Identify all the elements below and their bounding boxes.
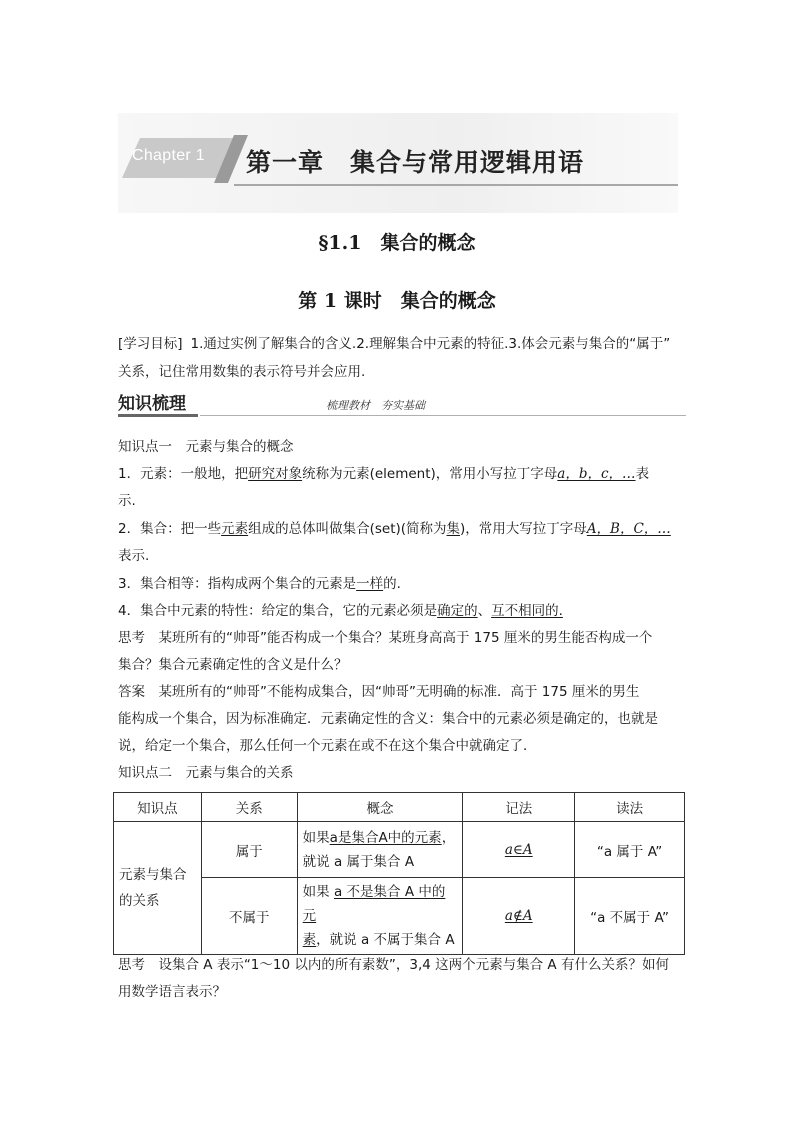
concept-blank: a 不是集合 A 中的元 xyxy=(302,884,446,924)
table-reading-cell: “a 属于 A” xyxy=(575,822,685,878)
table-reading-cell: “a 不属于 A” xyxy=(575,878,685,955)
think2-line-1: 思考 设集合 A 表示“1～10 以内的所有素数”，3,4 这两个元素与集合 A 有什么关系？如何 xyxy=(118,957,669,973)
item4-text-c: 、 xyxy=(477,603,492,619)
item3-blank-same: 一样 xyxy=(356,576,384,592)
item2-blank-element: 元素 xyxy=(221,521,249,537)
concept-text: 如果 xyxy=(302,829,330,846)
think1-line-2: 集合？集合元素确定性的含义是什么？ xyxy=(118,657,348,673)
table-concept-cell xyxy=(297,822,463,878)
objectives-text-1: 1.通过实例了解集合的含义.2.理解集合中元素的特征.3.体会元素与集合的“属于” xyxy=(190,336,671,352)
concept-text: ， xyxy=(441,829,456,846)
notation-blank: a∉A xyxy=(504,908,533,924)
item1-text-c: 统称为元素(element)，常用小写拉丁字母 xyxy=(302,466,558,482)
banner-rule xyxy=(234,184,678,186)
chapter-divider-shape xyxy=(214,135,248,183)
notation-blank: a∈A xyxy=(504,841,533,858)
table-relation-cell: 属于 xyxy=(201,822,297,878)
lesson-title: 第 1 课时 集合的概念 xyxy=(298,290,496,312)
point2-heading: 知识点二 元素与集合的关系 xyxy=(118,765,294,781)
chapter-title: 第一章 集合与常用逻辑用语 xyxy=(246,148,585,177)
point1-item4 xyxy=(118,601,563,621)
objectives-tag: [学习目标] xyxy=(118,336,183,352)
item2-blank-letters: A，B，C，… xyxy=(586,521,671,537)
point1-item2 xyxy=(118,519,671,539)
table-header: 关系 xyxy=(201,793,297,822)
think2-line-2: 用数学语言表示？ xyxy=(118,984,226,1000)
table-header: 知识点 xyxy=(114,793,202,822)
table-header: 记法 xyxy=(463,793,575,822)
item1-text-e: 表 xyxy=(635,466,650,482)
table-header: 读法 xyxy=(575,793,685,822)
knowledge-rule xyxy=(200,415,686,416)
answer1-line-2: 能构成一个集合，因为标准确定．元素确定性的含义：集合中的元素必须是确定的，也就是 xyxy=(118,711,658,727)
knowledge-title: 知识梳理 xyxy=(118,394,186,414)
item4-blank-distinct: 互不相同的. xyxy=(491,603,563,619)
point1-heading: 知识点一 元素与集合的概念 xyxy=(118,439,294,455)
item2-text-a: 2．集合：把一些 xyxy=(118,521,222,537)
item2-text-c: 组成的总体叫做集合(set)(简称为 xyxy=(248,521,447,537)
concept-blank: a是集合A中的元素 xyxy=(329,829,442,846)
item1-blank-letters: a，b，c，… xyxy=(557,466,636,482)
concept-text: ，就说 a 不属于集合 A xyxy=(316,932,455,948)
table-header: 概念 xyxy=(297,793,463,822)
item4-blank-definite: 确定的 xyxy=(437,603,478,619)
relation-table xyxy=(113,792,685,955)
item2-text-e: )，常用大写拉丁字母 xyxy=(460,521,587,537)
item1-blank-object: 研究对象 xyxy=(248,466,303,482)
chapter-label: Chapter 1 xyxy=(132,147,205,164)
item3-text-c: 的. xyxy=(383,576,401,592)
section-title: §1.1 集合的概念 xyxy=(318,232,476,254)
answer1-line-3: 说，给定一个集合，那么任何一个元素在或不在这个集合中就确定了． xyxy=(118,738,537,754)
table-relation-cell: 不属于 xyxy=(201,878,297,955)
objectives-line-2: 关系，记住常用数集的表示符号并会应用. xyxy=(118,364,366,380)
knowledge-title-bar xyxy=(118,414,198,417)
item4-text-a: 4．集合中元素的特性：给定的集合，它的元素必须是 xyxy=(118,603,438,619)
concept-text: 如果 xyxy=(302,884,334,900)
point1-item2-cont: 表示. xyxy=(118,548,150,564)
objectives-line-1 xyxy=(118,334,670,354)
chapter-banner xyxy=(118,113,678,213)
table-header-row xyxy=(114,793,685,822)
knowledge-header xyxy=(118,389,686,419)
concept-text: 就说 a 属于集合 A xyxy=(302,853,415,870)
answer1-line-1: 答案 某班所有的“帅哥”不能构成集合，因“帅哥”无明确的标准．高于 175 厘米的男生 xyxy=(118,684,640,700)
point1-item1-cont: 示. xyxy=(118,493,136,509)
table-concept-cell xyxy=(297,878,463,955)
table-group-cell: 元素与集合的关系 xyxy=(114,822,202,955)
point1-item3 xyxy=(118,574,401,594)
point1-item1 xyxy=(118,464,649,484)
item3-text-a: 3．集合相等：指构成两个集合的元素是 xyxy=(118,576,357,592)
item1-text-a: 1．元素：一般地，把 xyxy=(118,466,249,482)
think1-line-1: 思考 某班所有的“帅哥”能否构成一个集合？某班身高高于 175 厘米的男生能否构成一个 xyxy=(118,630,653,646)
concept-blank: 素 xyxy=(302,932,317,948)
table-notation-cell xyxy=(463,878,575,955)
table-notation-cell xyxy=(463,822,575,878)
item2-blank-set: 集 xyxy=(446,521,461,537)
knowledge-tag: 梳理教材 夯实基础 xyxy=(326,399,425,412)
table-row xyxy=(114,822,685,878)
